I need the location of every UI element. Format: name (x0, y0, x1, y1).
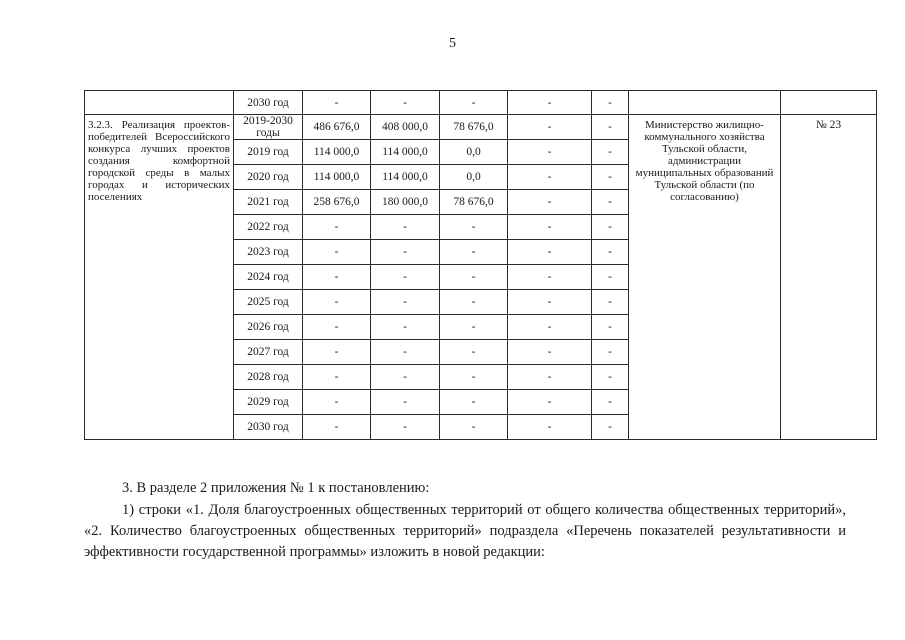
value-cell: - (508, 115, 592, 140)
value-cell: - (508, 390, 592, 415)
value-cell: 114 000,0 (371, 165, 440, 190)
value-cell: - (592, 415, 629, 440)
value-cell: - (592, 215, 629, 240)
value-cell: - (508, 165, 592, 190)
executor-cell: Министерство жилищно-коммунального хозяйства Тульской области, администрации муниципальных образований Тульской области (по согласованию) (629, 115, 781, 440)
value-cell: 78 676,0 (440, 115, 508, 140)
year-cell: 2027 год (234, 340, 303, 365)
year-cell: 2019 год (234, 140, 303, 165)
value-cell: 258 676,0 (303, 190, 371, 215)
value-cell: - (592, 190, 629, 215)
value-cell: - (371, 340, 440, 365)
value-cell: - (440, 240, 508, 265)
value-cell: - (592, 240, 629, 265)
measure-name-cell: 3.2.3. Реализация проектов-победителей Всероссийского конкурса лучших проектов создания комфортной городской среды в малых городах и исторических поселениях (85, 115, 234, 440)
value-cell: - (440, 91, 508, 115)
value-cell: - (440, 415, 508, 440)
page-number: 5 (449, 36, 456, 51)
value-cell: - (440, 290, 508, 315)
value-cell: - (440, 340, 508, 365)
year-cell: 2020 год (234, 165, 303, 190)
year-cell: 2030 год (234, 91, 303, 115)
value-cell: - (303, 390, 371, 415)
value-cell: - (508, 340, 592, 365)
value-cell: - (508, 240, 592, 265)
value-cell: - (303, 240, 371, 265)
value-cell: - (592, 290, 629, 315)
value-cell: - (303, 315, 371, 340)
year-cell: 2029 год (234, 390, 303, 415)
value-cell: 0,0 (440, 140, 508, 165)
value-cell: - (508, 265, 592, 290)
indicator-code-cell: № 23 (781, 115, 877, 440)
value-cell: - (303, 215, 371, 240)
value-cell: - (371, 240, 440, 265)
code-cell-empty (781, 91, 877, 115)
year-cell: 2019-2030 годы (234, 115, 303, 140)
value-cell: - (303, 340, 371, 365)
value-cell: - (303, 290, 371, 315)
year-cell: 2030 год (234, 415, 303, 440)
value-cell: - (592, 115, 629, 140)
value-cell: - (592, 140, 629, 165)
table-row-continuation (85, 91, 877, 115)
year-cell: 2026 год (234, 315, 303, 340)
value-cell: - (440, 315, 508, 340)
value-cell: - (440, 215, 508, 240)
value-cell: - (508, 415, 592, 440)
year-cell: 2024 год (234, 265, 303, 290)
paragraph-section-3: 3. В разделе 2 приложения № 1 к постановлению: (122, 480, 430, 496)
value-cell: - (508, 365, 592, 390)
value-cell: - (592, 340, 629, 365)
value-cell: - (508, 290, 592, 315)
value-cell: - (440, 265, 508, 290)
executor-cell-empty (629, 91, 781, 115)
value-cell: 408 000,0 (371, 115, 440, 140)
value-cell: 114 000,0 (303, 140, 371, 165)
value-cell: 78 676,0 (440, 190, 508, 215)
value-cell: - (592, 315, 629, 340)
value-cell: - (508, 215, 592, 240)
value-cell: - (440, 365, 508, 390)
table-row (85, 115, 877, 140)
value-cell: - (592, 165, 629, 190)
value-cell: - (371, 215, 440, 240)
year-cell: 2021 год (234, 190, 303, 215)
value-cell: 114 000,0 (303, 165, 371, 190)
value-cell: 486 676,0 (303, 115, 371, 140)
value-cell: - (508, 190, 592, 215)
value-cell: - (303, 365, 371, 390)
value-cell: 180 000,0 (371, 190, 440, 215)
table-body (85, 91, 877, 440)
value-cell: - (592, 390, 629, 415)
value-cell: - (371, 290, 440, 315)
value-cell: - (371, 390, 440, 415)
year-cell: 2022 год (234, 215, 303, 240)
value-cell: - (592, 265, 629, 290)
value-cell: - (303, 91, 371, 115)
value-cell: 114 000,0 (371, 140, 440, 165)
value-cell: - (371, 265, 440, 290)
value-cell: - (592, 365, 629, 390)
year-cell: 2023 год (234, 240, 303, 265)
value-cell: - (371, 91, 440, 115)
year-cell: 2025 год (234, 290, 303, 315)
value-cell: 0,0 (440, 165, 508, 190)
value-cell: - (440, 390, 508, 415)
paragraph-item-1: 1) строки «1. Доля благоустроенных общественных территорий от общего количества общественных территорий», «2. Количество благоустроенных общественных территорий» подраздела «Перечень показателей результативности и эффективности государственной программы» изложить в новой редакции: (84, 502, 846, 560)
value-cell: - (371, 415, 440, 440)
name-cell-empty (85, 91, 234, 115)
value-cell: - (508, 315, 592, 340)
value-cell: - (508, 140, 592, 165)
measures-table (84, 90, 877, 440)
value-cell: - (371, 365, 440, 390)
year-cell: 2028 год (234, 365, 303, 390)
value-cell: - (303, 415, 371, 440)
value-cell: - (592, 91, 629, 115)
value-cell: - (303, 265, 371, 290)
value-cell: - (371, 315, 440, 340)
value-cell: - (508, 91, 592, 115)
